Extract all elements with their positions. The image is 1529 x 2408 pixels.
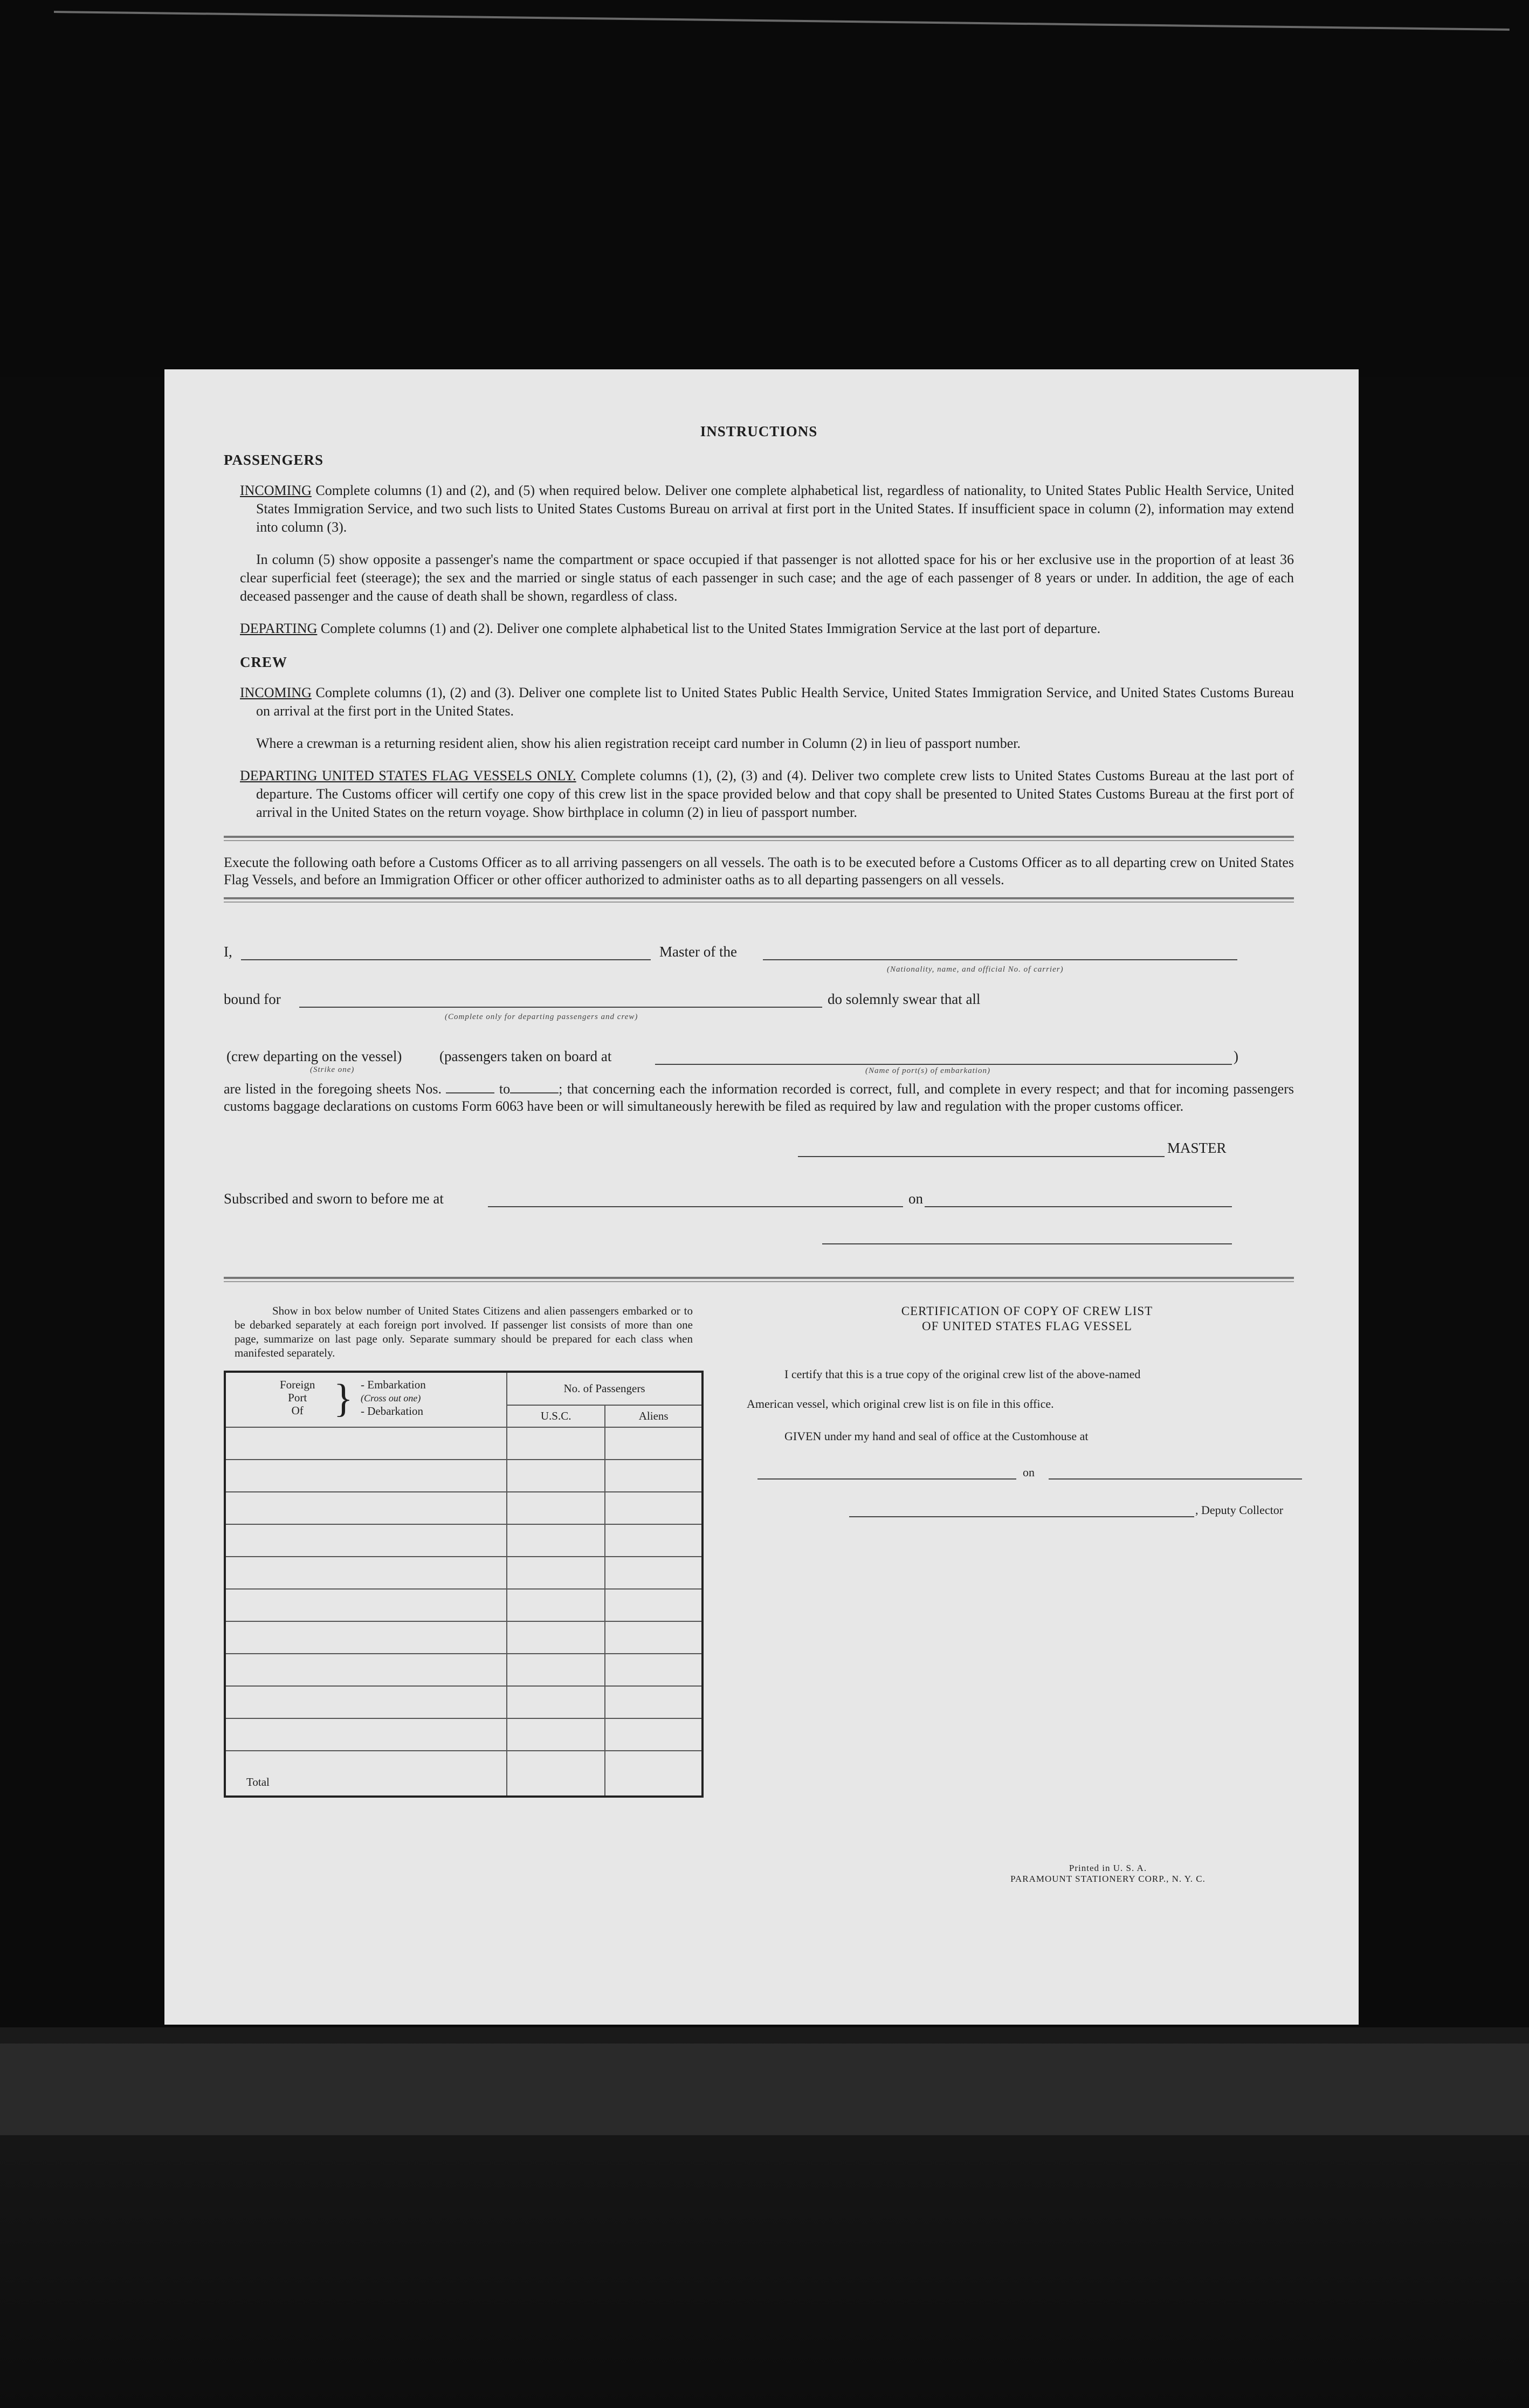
port-cell[interactable] bbox=[225, 1654, 507, 1686]
crew-incoming-text: Complete columns (1), (2) and (3). Deliver one complete list to United States Public Health Service, United States Immigration Service, and United States Customs Bureau on arrival at the first port in the United States. bbox=[256, 685, 1294, 719]
certify-line-2: American vessel, which original crew list is on file in this office. bbox=[747, 1397, 1054, 1411]
master-signature-line bbox=[224, 1137, 1294, 1191]
foreign-port-label: Port bbox=[288, 1391, 307, 1404]
port-cell[interactable] bbox=[225, 1492, 507, 1524]
sheets-to-label: to bbox=[499, 1081, 511, 1097]
oath-bound-line bbox=[224, 989, 1294, 1037]
port-cell[interactable] bbox=[225, 1460, 507, 1492]
aliens-cell[interactable] bbox=[605, 1686, 702, 1718]
master-of-label: Master of the bbox=[659, 944, 737, 960]
subscribed-on-label: on bbox=[908, 1191, 923, 1207]
flag-vessels-lead: DEPARTING UNITED STATES FLAG VESSELS ONLY. bbox=[240, 768, 576, 783]
oath-master-line bbox=[224, 930, 1294, 989]
usc-column-header: U.S.C. bbox=[507, 1405, 605, 1427]
passengers-incoming-paragraph bbox=[240, 481, 1294, 536]
aliens-cell[interactable] bbox=[605, 1460, 702, 1492]
crew-incoming-lead: INCOMING bbox=[240, 685, 312, 700]
table-row bbox=[225, 1654, 702, 1686]
aliens-cell[interactable] bbox=[605, 1589, 702, 1621]
usc-cell[interactable] bbox=[507, 1460, 605, 1492]
printer-line: PARAMOUNT STATIONERY CORP., N. Y. C. bbox=[1010, 1874, 1206, 1884]
table-row bbox=[225, 1557, 702, 1589]
foreign-port-label: Foreign bbox=[280, 1378, 315, 1391]
i-label: I, bbox=[224, 944, 232, 960]
form-sheet bbox=[164, 369, 1359, 2025]
sheets-text-1: are listed in the foregoing sheets Nos. bbox=[224, 1081, 442, 1097]
certification-title bbox=[747, 1304, 1307, 1334]
usc-cell[interactable] bbox=[507, 1557, 605, 1589]
port-cell[interactable] bbox=[225, 1718, 507, 1751]
section-divider bbox=[224, 1277, 1294, 1282]
customhouse-on-label: on bbox=[1023, 1466, 1035, 1479]
passengers-incoming-text: Complete columns (1) and (2), and (5) when required below. Deliver one complete alphabetical list, regardless of nationality, to United States Public Health Service, United States Immigration Service, and two such lists to United States Customs Bureau on arrival at first port in the United States. If insufficient space in column (2), information may extend into column (3). bbox=[256, 483, 1294, 535]
printer-imprint bbox=[973, 1863, 1243, 1884]
crew-option[interactable]: (crew departing on the vessel) bbox=[226, 1048, 402, 1064]
officer-signature-field[interactable] bbox=[822, 1243, 1232, 1244]
aliens-total-cell[interactable] bbox=[605, 1751, 702, 1797]
carrier-hint: (Nationality, name, and official No. of carrier) bbox=[887, 965, 1064, 974]
passenger-summary bbox=[224, 1304, 704, 1798]
passenger-option[interactable]: (passengers taken on board at bbox=[439, 1048, 612, 1064]
usc-total-cell[interactable] bbox=[507, 1751, 605, 1797]
summary-intro: Show in box below number of United States Citizens and alien passengers embarked or to be debarked separately at each foreign port involved. If passenger list consists of more than one page, summarize on last page only. Separate summary should be prepared for each class when manifested separately. bbox=[235, 1304, 693, 1359]
aliens-cell[interactable] bbox=[605, 1524, 702, 1557]
deputy-collector-label: , Deputy Collector bbox=[1195, 1503, 1284, 1517]
table-row bbox=[225, 1621, 702, 1654]
table-row bbox=[225, 1589, 702, 1621]
ports-hint: (Name of port(s) of embarkation) bbox=[865, 1067, 990, 1075]
debarkation-option[interactable]: - Debarkation bbox=[361, 1405, 424, 1418]
swear-label: do solemnly swear that all bbox=[828, 991, 981, 1007]
usc-cell[interactable] bbox=[507, 1427, 605, 1460]
total-label: Total bbox=[225, 1751, 507, 1797]
sheets-text-2: ; that concerning each the information recorded is correct, full, and complete in every respect; and that for incoming passengers customs baggage declarations on customs Form 6063 have been or will simultaneously herewith be filed as required by law and regulation with the proper customs officer. bbox=[224, 1081, 1294, 1114]
bottom-section bbox=[224, 1304, 1294, 1843]
aliens-column-header: Aliens bbox=[605, 1405, 702, 1427]
usc-cell[interactable] bbox=[507, 1654, 605, 1686]
crewman-paragraph: Where a crewman is a returning resident alien, show his alien registration receipt card number in Column (2) in lieu of passport number. bbox=[256, 735, 1021, 751]
oath-intro: Execute the following oath before a Customs Officer as to all arriving passengers on all vessels. The oath is to be executed before a Customs Officer as to all departing crew on United States Flag Vessels, and before an Immigration Officer or other officer authorized to administer oaths as to all departing passengers on all vessels. bbox=[224, 855, 1294, 887]
passengers-departing-text: Complete columns (1) and (2). Deliver one complete alphabetical list to the United States Immigration Service at the last port of departure. bbox=[317, 621, 1101, 636]
certification-title-line: CERTIFICATION OF COPY OF CREW LIST bbox=[901, 1304, 1153, 1318]
deputy-line bbox=[747, 1501, 1307, 1533]
aliens-cell[interactable] bbox=[605, 1621, 702, 1654]
aliens-cell[interactable] bbox=[605, 1718, 702, 1751]
passengers-incoming-lead: INCOMING bbox=[240, 483, 312, 498]
subscribed-date-field[interactable] bbox=[925, 1206, 1232, 1207]
bound-for-hint: (Complete only for departing passengers and crew) bbox=[445, 1013, 638, 1021]
customhouse-line bbox=[747, 1463, 1307, 1496]
port-cell[interactable] bbox=[225, 1686, 507, 1718]
officer-signature-line bbox=[224, 1239, 1294, 1271]
usc-cell[interactable] bbox=[507, 1718, 605, 1751]
close-paren: ) bbox=[1234, 1048, 1238, 1064]
deputy-signature-field[interactable] bbox=[849, 1516, 1194, 1517]
usc-cell[interactable] bbox=[507, 1686, 605, 1718]
certification-title-line: OF UNITED STATES FLAG VESSEL bbox=[922, 1319, 1132, 1333]
usc-cell[interactable] bbox=[507, 1589, 605, 1621]
port-cell[interactable] bbox=[225, 1621, 507, 1654]
port-cell[interactable] bbox=[225, 1557, 507, 1589]
port-header-cell bbox=[225, 1372, 507, 1427]
embarkation-option[interactable]: - Embarkation bbox=[361, 1378, 426, 1391]
printer-line: Printed in U. S. A. bbox=[1069, 1863, 1147, 1873]
customhouse-date-field[interactable] bbox=[1049, 1478, 1302, 1480]
brace-glyph: } bbox=[334, 1377, 353, 1421]
aliens-cell[interactable] bbox=[605, 1492, 702, 1524]
cross-out-hint: (Cross out one) bbox=[361, 1393, 421, 1403]
passengers-departing-lead: DEPARTING bbox=[240, 621, 318, 636]
master-signature-field[interactable] bbox=[798, 1156, 1165, 1157]
carrier-field[interactable] bbox=[763, 959, 1237, 960]
film-bottom-band bbox=[0, 2044, 1529, 2135]
master-sign-label: MASTER bbox=[1167, 1140, 1227, 1156]
section-divider bbox=[224, 836, 1294, 841]
subscribed-line bbox=[224, 1191, 1294, 1239]
passengers-departing-paragraph bbox=[240, 620, 1294, 638]
usc-cell[interactable] bbox=[507, 1621, 605, 1654]
table-row bbox=[225, 1427, 702, 1460]
usc-cell[interactable] bbox=[507, 1492, 605, 1524]
passengers-heading: PASSENGERS bbox=[224, 452, 324, 468]
table-row bbox=[225, 1524, 702, 1557]
aliens-cell[interactable] bbox=[605, 1427, 702, 1460]
total-row bbox=[225, 1751, 702, 1797]
port-cell[interactable] bbox=[225, 1427, 507, 1460]
port-cell[interactable] bbox=[225, 1589, 507, 1621]
table-row bbox=[225, 1718, 702, 1751]
embarkation-ports-field[interactable] bbox=[655, 1064, 1232, 1065]
master-name-field[interactable] bbox=[241, 959, 651, 960]
instructions-title: INSTRUCTIONS bbox=[700, 423, 818, 439]
no-passengers-header: No. of Passengers bbox=[507, 1372, 702, 1405]
table-row bbox=[225, 1492, 702, 1524]
crew-list-certification bbox=[747, 1304, 1307, 1533]
flag-vessels-text: Complete columns (1), (2), (3) and (4). Deliver two complete crew lists to United States Customs Bureau at the last port of departure. The Customs officer will certify one copy of this crew list in the space provided below and that copy shall be presented to United States Customs Bureau at the first port of arrival in the United States on the return voyage. Show birthplace in column (2) in lieu of passport number. bbox=[256, 768, 1294, 820]
table-row bbox=[225, 1686, 702, 1718]
table-row bbox=[225, 1460, 702, 1492]
bound-for-label: bound for bbox=[224, 991, 281, 1007]
usc-cell[interactable] bbox=[507, 1524, 605, 1557]
film-top-margin bbox=[0, 0, 1529, 377]
subscribed-place-field[interactable] bbox=[488, 1206, 903, 1207]
aliens-cell[interactable] bbox=[605, 1654, 702, 1686]
flag-vessels-paragraph bbox=[240, 767, 1294, 822]
section-divider bbox=[224, 897, 1294, 903]
certify-line-1: I certify that this is a true copy of the original crew list of the above-named bbox=[784, 1367, 1141, 1381]
given-line: GIVEN under my hand and seal of office at the Customhouse at bbox=[784, 1429, 1089, 1443]
column5-paragraph: In column (5) show opposite a passenger's name the compartment or space occupied if that passenger is not allotted space for his or her exclusive use in the proportion of at least 36 clear superficial feet (steerage); the sex and the married or single status of each passenger in such case; and the age of each passenger of 8 years or under. In addition, the age of each deceased passenger and the cause of death shall be shown, regardless of class. bbox=[240, 552, 1294, 604]
aliens-cell[interactable] bbox=[605, 1557, 702, 1589]
subscribed-label: Subscribed and sworn to before me at bbox=[224, 1191, 444, 1207]
customhouse-place-field[interactable] bbox=[757, 1478, 1016, 1480]
crew-heading: CREW bbox=[240, 654, 288, 670]
passenger-summary-table bbox=[224, 1371, 704, 1798]
strike-one-hint: (Strike one) bbox=[310, 1065, 355, 1074]
foreign-port-label: Of bbox=[291, 1404, 304, 1417]
port-cell[interactable] bbox=[225, 1524, 507, 1557]
crew-incoming-paragraph bbox=[240, 684, 1294, 720]
oath-embark-line bbox=[224, 1048, 1294, 1097]
bound-for-field[interactable] bbox=[299, 1007, 822, 1008]
